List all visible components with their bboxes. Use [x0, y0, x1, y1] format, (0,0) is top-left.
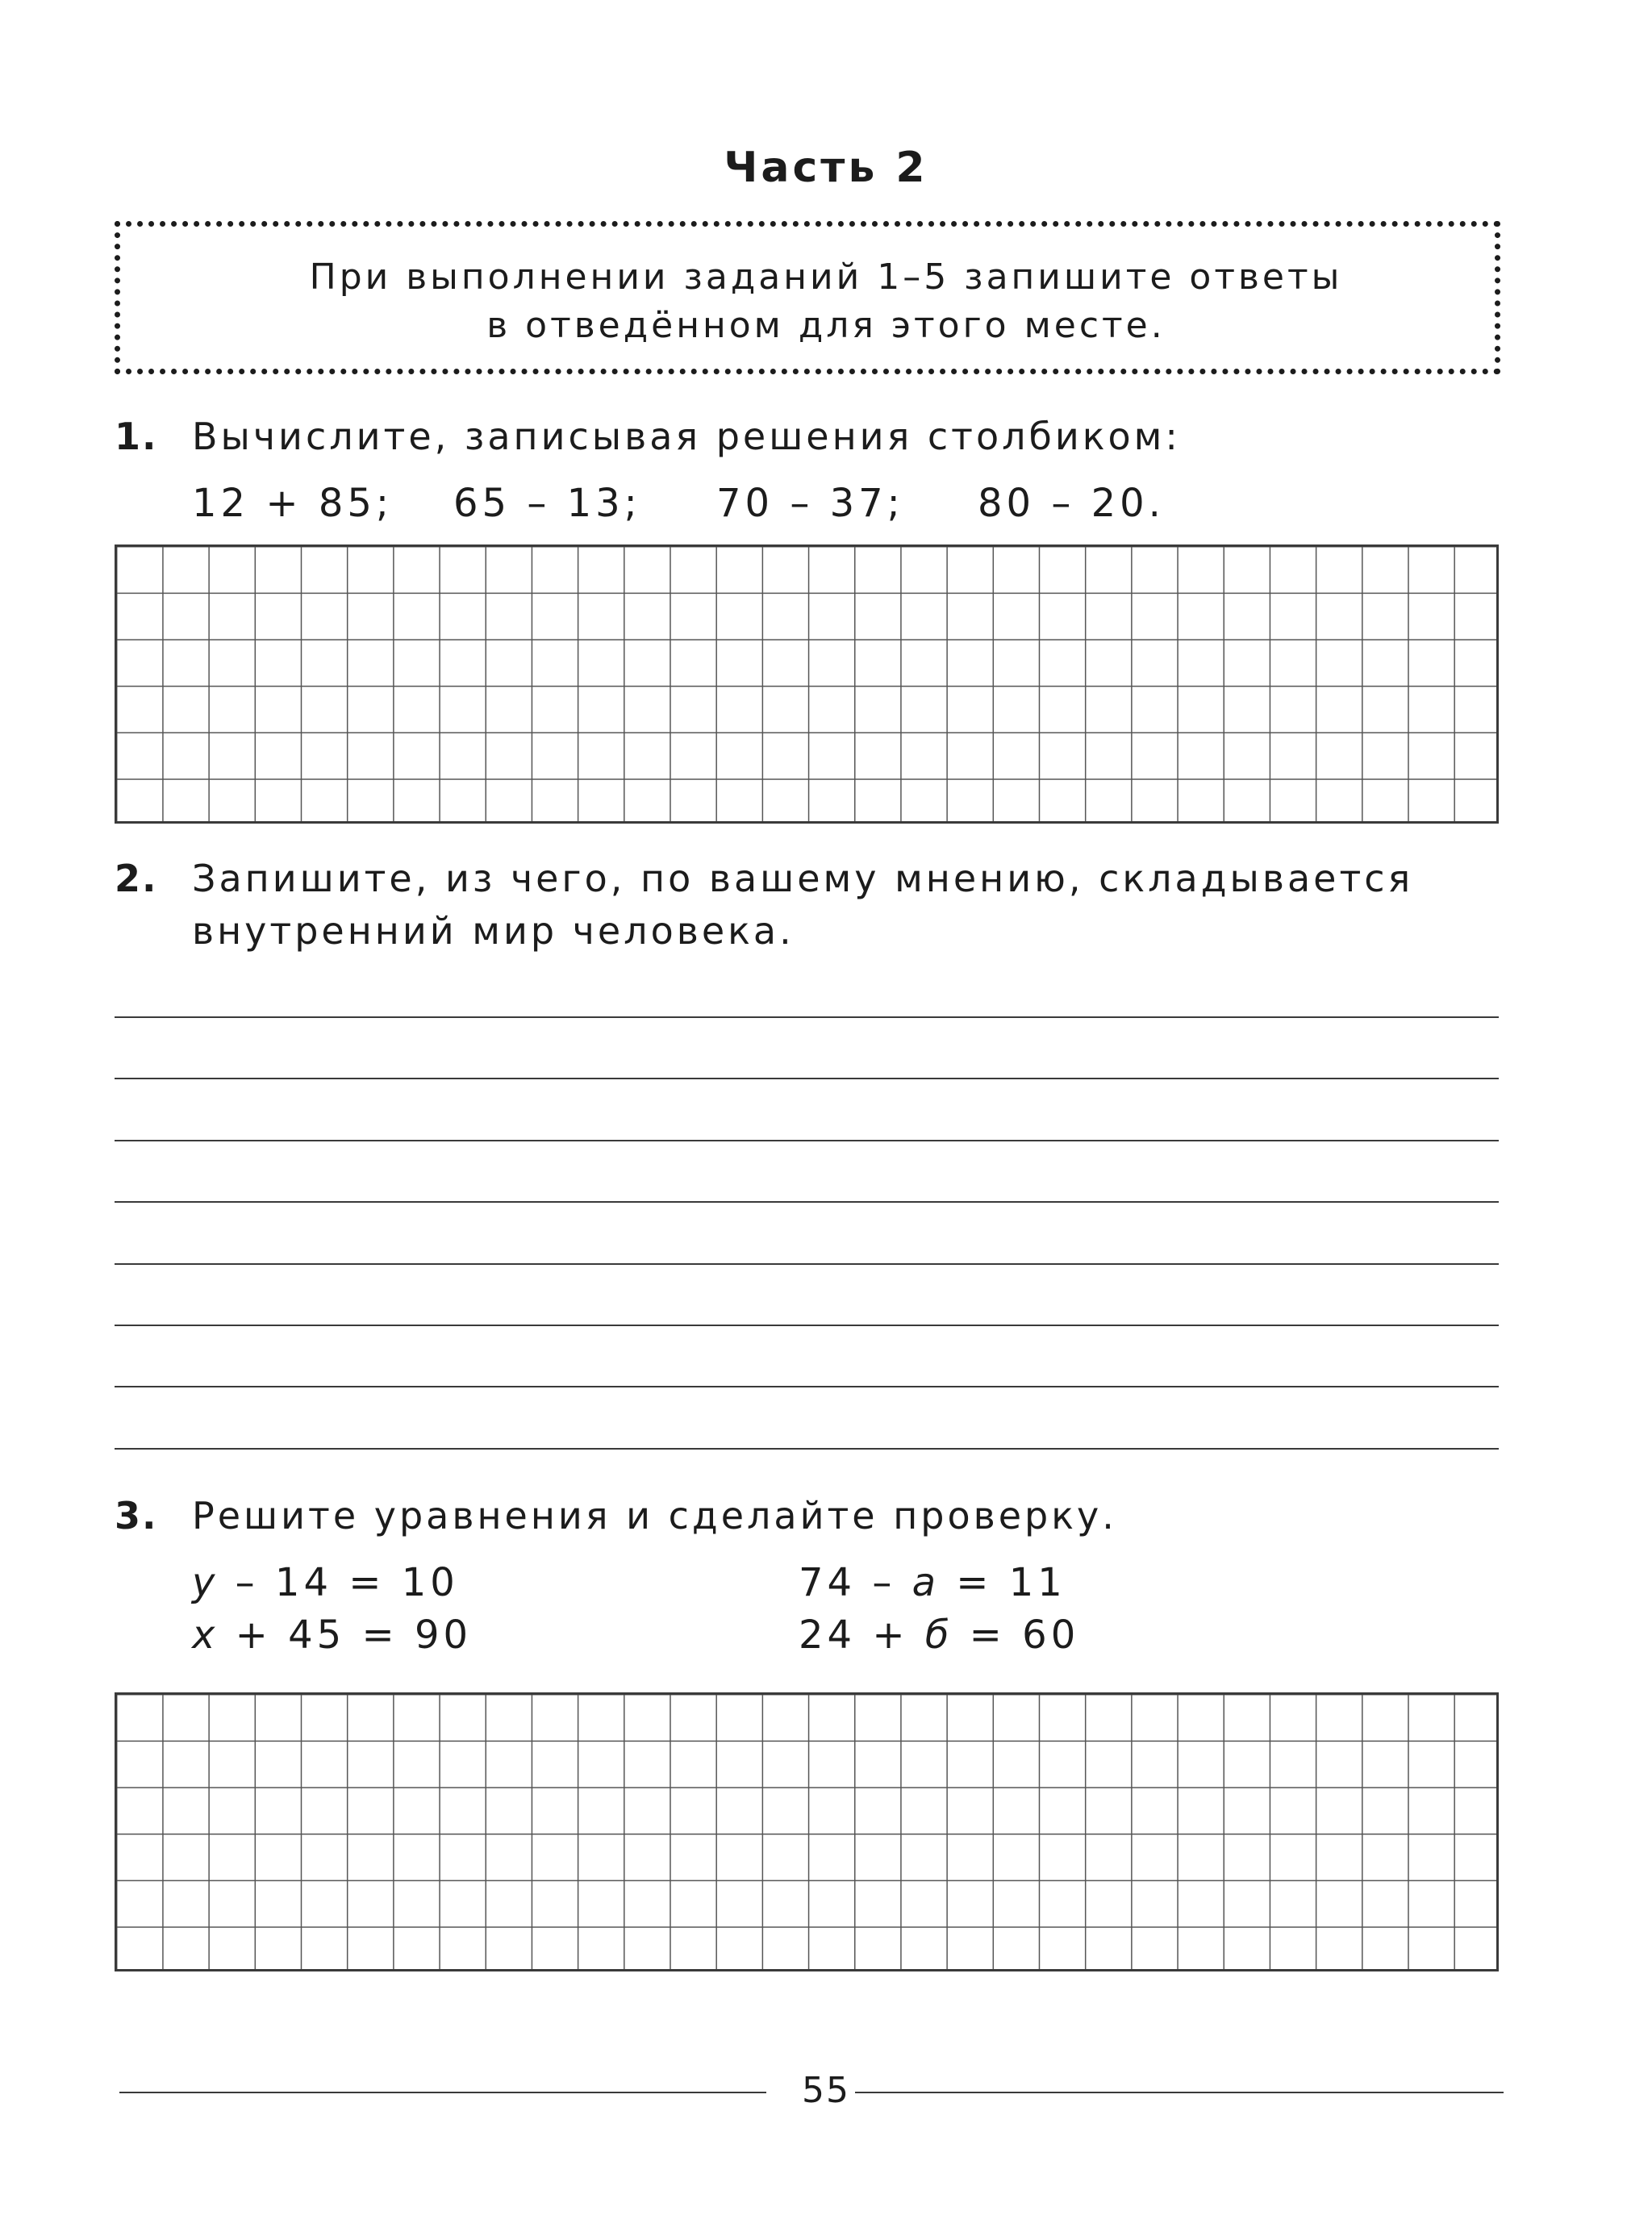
instructions-line-2: в отведённом для этого месте.: [486, 305, 1166, 346]
task-1-expression-4: 80 – 20.: [978, 481, 1165, 526]
task-1-answer-grid[interactable]: [115, 544, 1499, 824]
task-1-text: Вычислите, записывая решения столбиком:: [192, 415, 1181, 458]
equation-1-rest: – 14 = 10: [219, 1560, 459, 1605]
equation-1: [192, 1560, 459, 1605]
task-1-number: 1.: [115, 415, 158, 458]
answer-line[interactable]: [115, 1140, 1499, 1141]
page-number: 55: [802, 2070, 850, 2111]
answer-line[interactable]: [115, 1201, 1499, 1203]
instructions-line-1: При выполнении заданий 1–5 запишите ответы: [309, 257, 1343, 298]
task-3-answer-grid[interactable]: [115, 1692, 1499, 1971]
task-1-expression-1: 12 + 85;: [192, 481, 394, 526]
answer-line[interactable]: [115, 1386, 1499, 1387]
equation-2-pre: 74 –: [799, 1560, 912, 1605]
variable-b: б: [924, 1613, 953, 1658]
answer-line[interactable]: [115, 1263, 1499, 1265]
task-3-number: 3.: [115, 1494, 158, 1537]
task-2-text-line-1: Запишите, из чего, по вашему мнению, складывается: [192, 857, 1414, 900]
equation-2: [799, 1560, 1066, 1605]
part-title: Часть 2: [724, 144, 928, 192]
equation-3-rest: + 45 = 90: [219, 1613, 473, 1658]
answer-line[interactable]: [115, 1448, 1499, 1450]
equation-2-rest: = 11: [940, 1560, 1066, 1605]
answer-line[interactable]: [115, 1078, 1499, 1079]
answer-line[interactable]: [115, 1325, 1499, 1326]
equation-3: [192, 1613, 472, 1658]
equation-4: [799, 1613, 1079, 1658]
equation-4-pre: 24 +: [799, 1613, 925, 1658]
task-1-expression-3: 70 – 37;: [716, 481, 904, 526]
task-3-text: Решите уравнения и сделайте проверку.: [192, 1494, 1117, 1537]
variable-y: у: [192, 1560, 219, 1605]
instructions-box: [115, 221, 1500, 374]
task-2-number: 2.: [115, 857, 158, 900]
equation-4-rest: = 60: [953, 1613, 1080, 1658]
answer-line[interactable]: [115, 1016, 1499, 1018]
variable-a: а: [912, 1560, 941, 1605]
variable-x: х: [192, 1613, 219, 1658]
task-2-text-line-2: внутренний мир человека.: [192, 909, 795, 953]
task-1-expression-2: 65 – 13;: [453, 481, 641, 526]
